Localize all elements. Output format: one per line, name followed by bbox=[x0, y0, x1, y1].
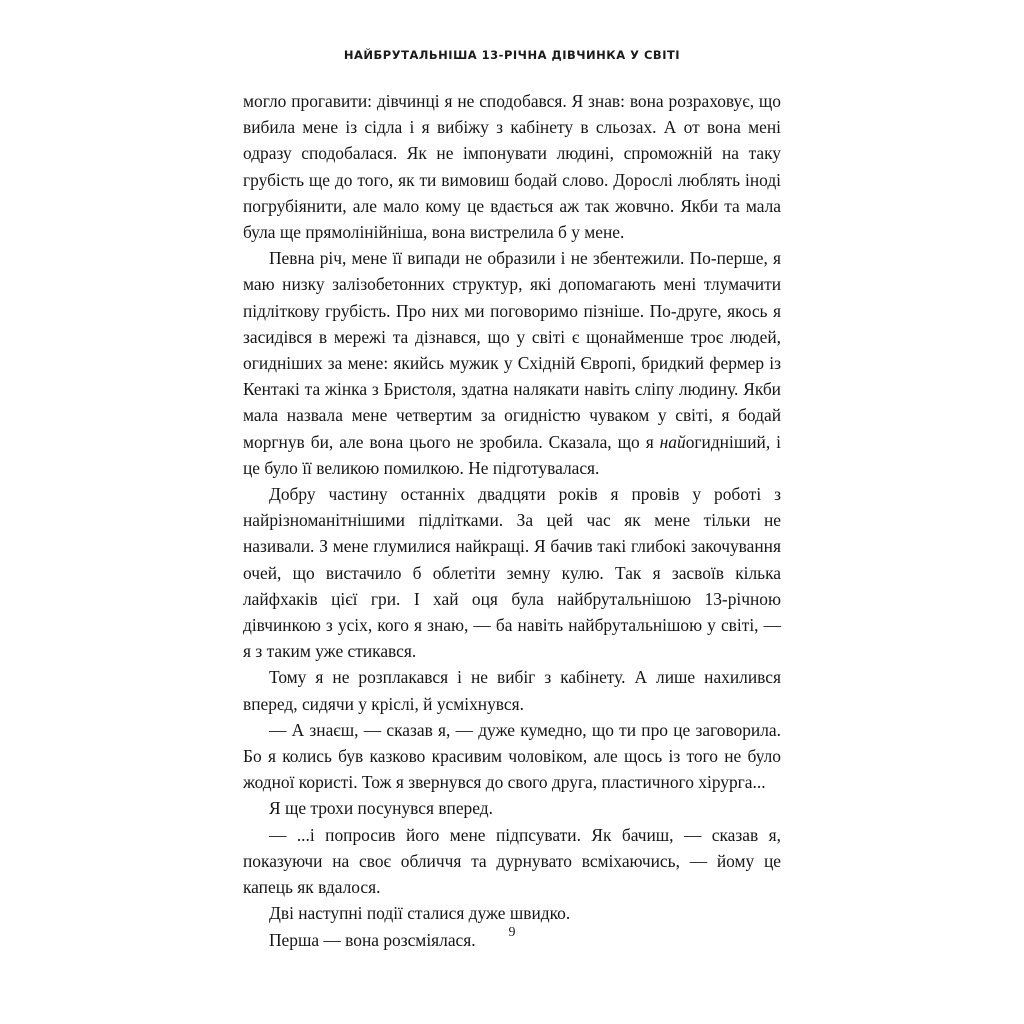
paragraph-part: Певна річ, мене її випади не образили і не збентежили. По-перше, я маю низку залізобетонних структур, які допомагають мені тлумачити підліткову грубість. Про них ми поговоримо пізніше. По-друге, якось я засидівся в мережі та дізнався, що у світі є щонайменше троє людей, огидніших за мене: якийсь мужик у Східній Європі, бридкий фермер із Кентакі та жінка з Бристоля, здатна налякати навіть сліпу людину. Якби мала назвала мене четвертим за огидністю чуваком у світі, я бодай моргнув би, але вона цього не зробила. Сказала, що я bbox=[243, 248, 781, 452]
paragraph bbox=[243, 245, 781, 481]
body-text bbox=[243, 88, 781, 953]
paragraph: Добру частину останніх двадцяти років я провів у роботі з найрізноманітнішими підлітками. За цей час як мене тільки не називали. З мене глумилися найкращі. Я бачив такі глибокі закочування очей, що вистачило б облетіти земну кулю. Так я засвоїв кілька лайфхаків цієї гри. І хай оця була найбрутальнішою 13-річною дівчинкою з усіх, кого я знаю, — ба навіть найбрутальнішою у світі, — я з таким уже стикався. bbox=[243, 484, 781, 662]
page-number: 9 bbox=[508, 925, 516, 940]
paragraph: — А знаєш, — сказав я, — дуже кумедно, що ти про це заговорила. Бо я колись був казково красивим чоловіком, але щось із того не було жодної користі. Тож я звернувся до свого друга, пластичного хірурга... bbox=[243, 719, 781, 793]
paragraph: — ...і попросив його мене підпсувати. Як бачиш, — сказав я, показуючи на своє обличчя та дурнувато всміхаючись, — йому це капець як вдалося. bbox=[243, 824, 781, 898]
paragraph: могло прогавити: дівчинці я не сподобався. Я знав: вона розраховує, що вибила мене із сідла і я вибіжу з кабінету в сльозах. А от вона мені одразу сподобалася. Як не імпонувати людині, спроможній на таку грубість ще до того, як ти вимовиш бодай слово. Дорослі люблять іноді погрубіянити, але мало кому це вдається аж так жовчно. Якби та мала була ще прямолінійніша, вона вистрелила б у мене. bbox=[243, 91, 781, 243]
emphasis: най bbox=[659, 431, 686, 452]
paragraph-part: огидніший, і це було її великою помилкою. Не підготувалася. bbox=[243, 431, 781, 478]
paragraph: Тому я не розплакався і не вибіг з кабінету. А лише нахилився вперед, сидячи у кріслі, й усміхнувся. bbox=[243, 667, 781, 714]
paragraph: Я ще трохи посунувся вперед. bbox=[269, 798, 493, 819]
paragraph: Перша — вона розсміялася. bbox=[269, 929, 476, 950]
paragraph: Дві наступні події сталися дуже швидко. bbox=[269, 903, 571, 924]
running-head: НАЙБРУТАЛЬНІША 13-РІЧНА ДІВЧИНКА У СВІТІ bbox=[343, 48, 681, 62]
